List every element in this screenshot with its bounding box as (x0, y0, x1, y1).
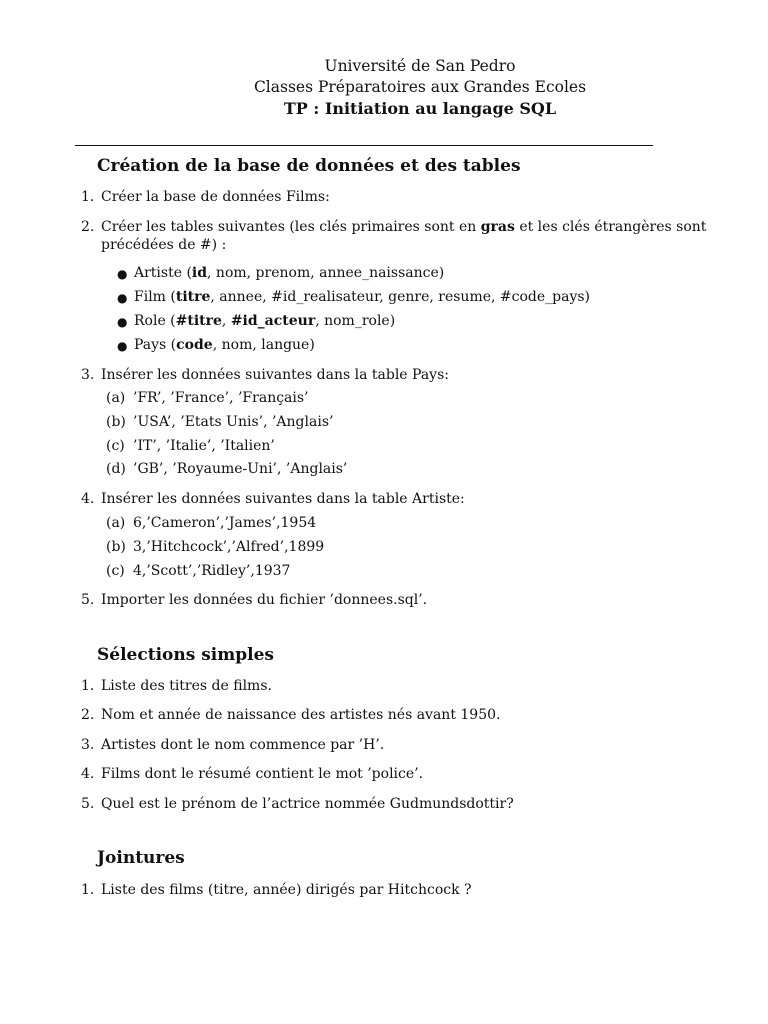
sub-item-text: 3,’Hitchcock’,’Alfred’,1899 (133, 539, 325, 555)
item-text: Liste des films (titre, année) dirigés par Hitchcock ? (101, 882, 472, 898)
sub-item-label: (c) (106, 438, 125, 454)
sub-item-label: (b) (106, 539, 126, 555)
item-number: 4. (81, 491, 95, 507)
item-text: Importer les données du fichier ’donnees.sql’. (101, 592, 428, 608)
item-text-bold: gras (480, 219, 515, 235)
bullet-icon: ● (117, 339, 128, 353)
item-text-part: et les clés étrangères sont (514, 219, 707, 235)
item-number: 3. (81, 367, 95, 383)
item-number: 1. (81, 678, 95, 694)
item-number: 1. (81, 189, 95, 205)
sub-item-label: (c) (106, 563, 125, 579)
item-number: 3. (81, 737, 95, 753)
sub-item-text: ’GB’, ’Royaume-Uni’, ’Anglais’ (133, 461, 348, 477)
sub-item-label: (d) (106, 461, 126, 477)
primary-key: id (191, 265, 208, 281)
classes-name: Classes Préparatoires aux Grandes Ecoles (253, 78, 587, 96)
university-name: Université de San Pedro (324, 57, 516, 75)
table-def-part: Artiste ( (134, 265, 192, 281)
item-text: Nom et année de naissance des artistes nés avant 1950. (101, 707, 501, 723)
item-text: Liste des titres de films. (101, 678, 272, 694)
primary-key: #id_acteur (230, 313, 316, 329)
bullet-icon: ● (117, 315, 128, 329)
sub-item-text: ’IT’, ’Italie’, ’Italien’ (133, 438, 275, 454)
item-text-part: Créer les tables suivantes (les clés primaires sont en (101, 219, 481, 235)
table-def-part: , (221, 313, 231, 329)
item-number: 4. (81, 766, 95, 782)
sub-item-text: 4,’Scott’,’Ridley’,1937 (133, 563, 291, 579)
table-definition (134, 265, 444, 281)
sub-item-label: (a) (106, 515, 126, 531)
item-number: 5. (81, 796, 95, 812)
table-def-part: Pays ( (134, 337, 177, 353)
item-text-continuation: précédées de #) : (101, 237, 227, 253)
item-text: Créer la base de données Films: (101, 189, 330, 205)
table-def-part: Film ( (134, 289, 176, 305)
item-text (101, 219, 706, 235)
header-divider (75, 145, 653, 146)
sub-item-label: (a) (106, 390, 126, 406)
table-definition (134, 337, 315, 353)
bullet-icon: ● (117, 267, 128, 281)
sub-item-text: ’USA’, ’Etats Unis’, ’Anglais’ (133, 414, 334, 430)
table-definition (134, 289, 590, 305)
table-definition (134, 313, 395, 329)
item-text: Artistes dont le nom commence par ’H’. (101, 737, 385, 753)
item-number: 2. (81, 219, 95, 235)
item-number: 5. (81, 592, 95, 608)
item-number: 2. (81, 707, 95, 723)
bullet-icon: ● (117, 291, 128, 305)
table-def-part: , nom_role) (315, 313, 396, 329)
sub-item-text: 6,’Cameron’,’James’,1954 (133, 515, 317, 531)
item-text: Quel est le prénom de l’actrice nommée Gudmundsdottir? (101, 796, 514, 812)
primary-key: code (176, 337, 213, 353)
document-title: TP : Initiation au langage SQL (283, 99, 557, 118)
section-title-creation: Création de la base de données et des tables (97, 156, 521, 176)
table-def-part: , nom, prenom, annee_naissance) (207, 265, 445, 281)
table-def-part: Role ( (134, 313, 176, 329)
sub-item-text: ’FR’, ’France’, ’Français’ (133, 390, 309, 406)
document-header (0, 56, 768, 119)
item-text: Films dont le résumé contient le mot ’police’. (101, 766, 424, 782)
sub-item-label: (b) (106, 414, 126, 430)
item-text: Insérer les données suivantes dans la table Artiste: (101, 491, 465, 507)
primary-key: #titre (175, 313, 222, 329)
item-number: 1. (81, 882, 95, 898)
primary-key: titre (175, 289, 211, 305)
table-def-part: , annee, #id_realisateur, genre, resume, #code_pays) (210, 289, 591, 305)
section-title-jointures: Jointures (97, 848, 185, 868)
item-text: Insérer les données suivantes dans la table Pays: (101, 367, 449, 383)
section-title-selections: Sélections simples (97, 645, 274, 665)
table-def-part: , nom, langue) (212, 337, 315, 353)
